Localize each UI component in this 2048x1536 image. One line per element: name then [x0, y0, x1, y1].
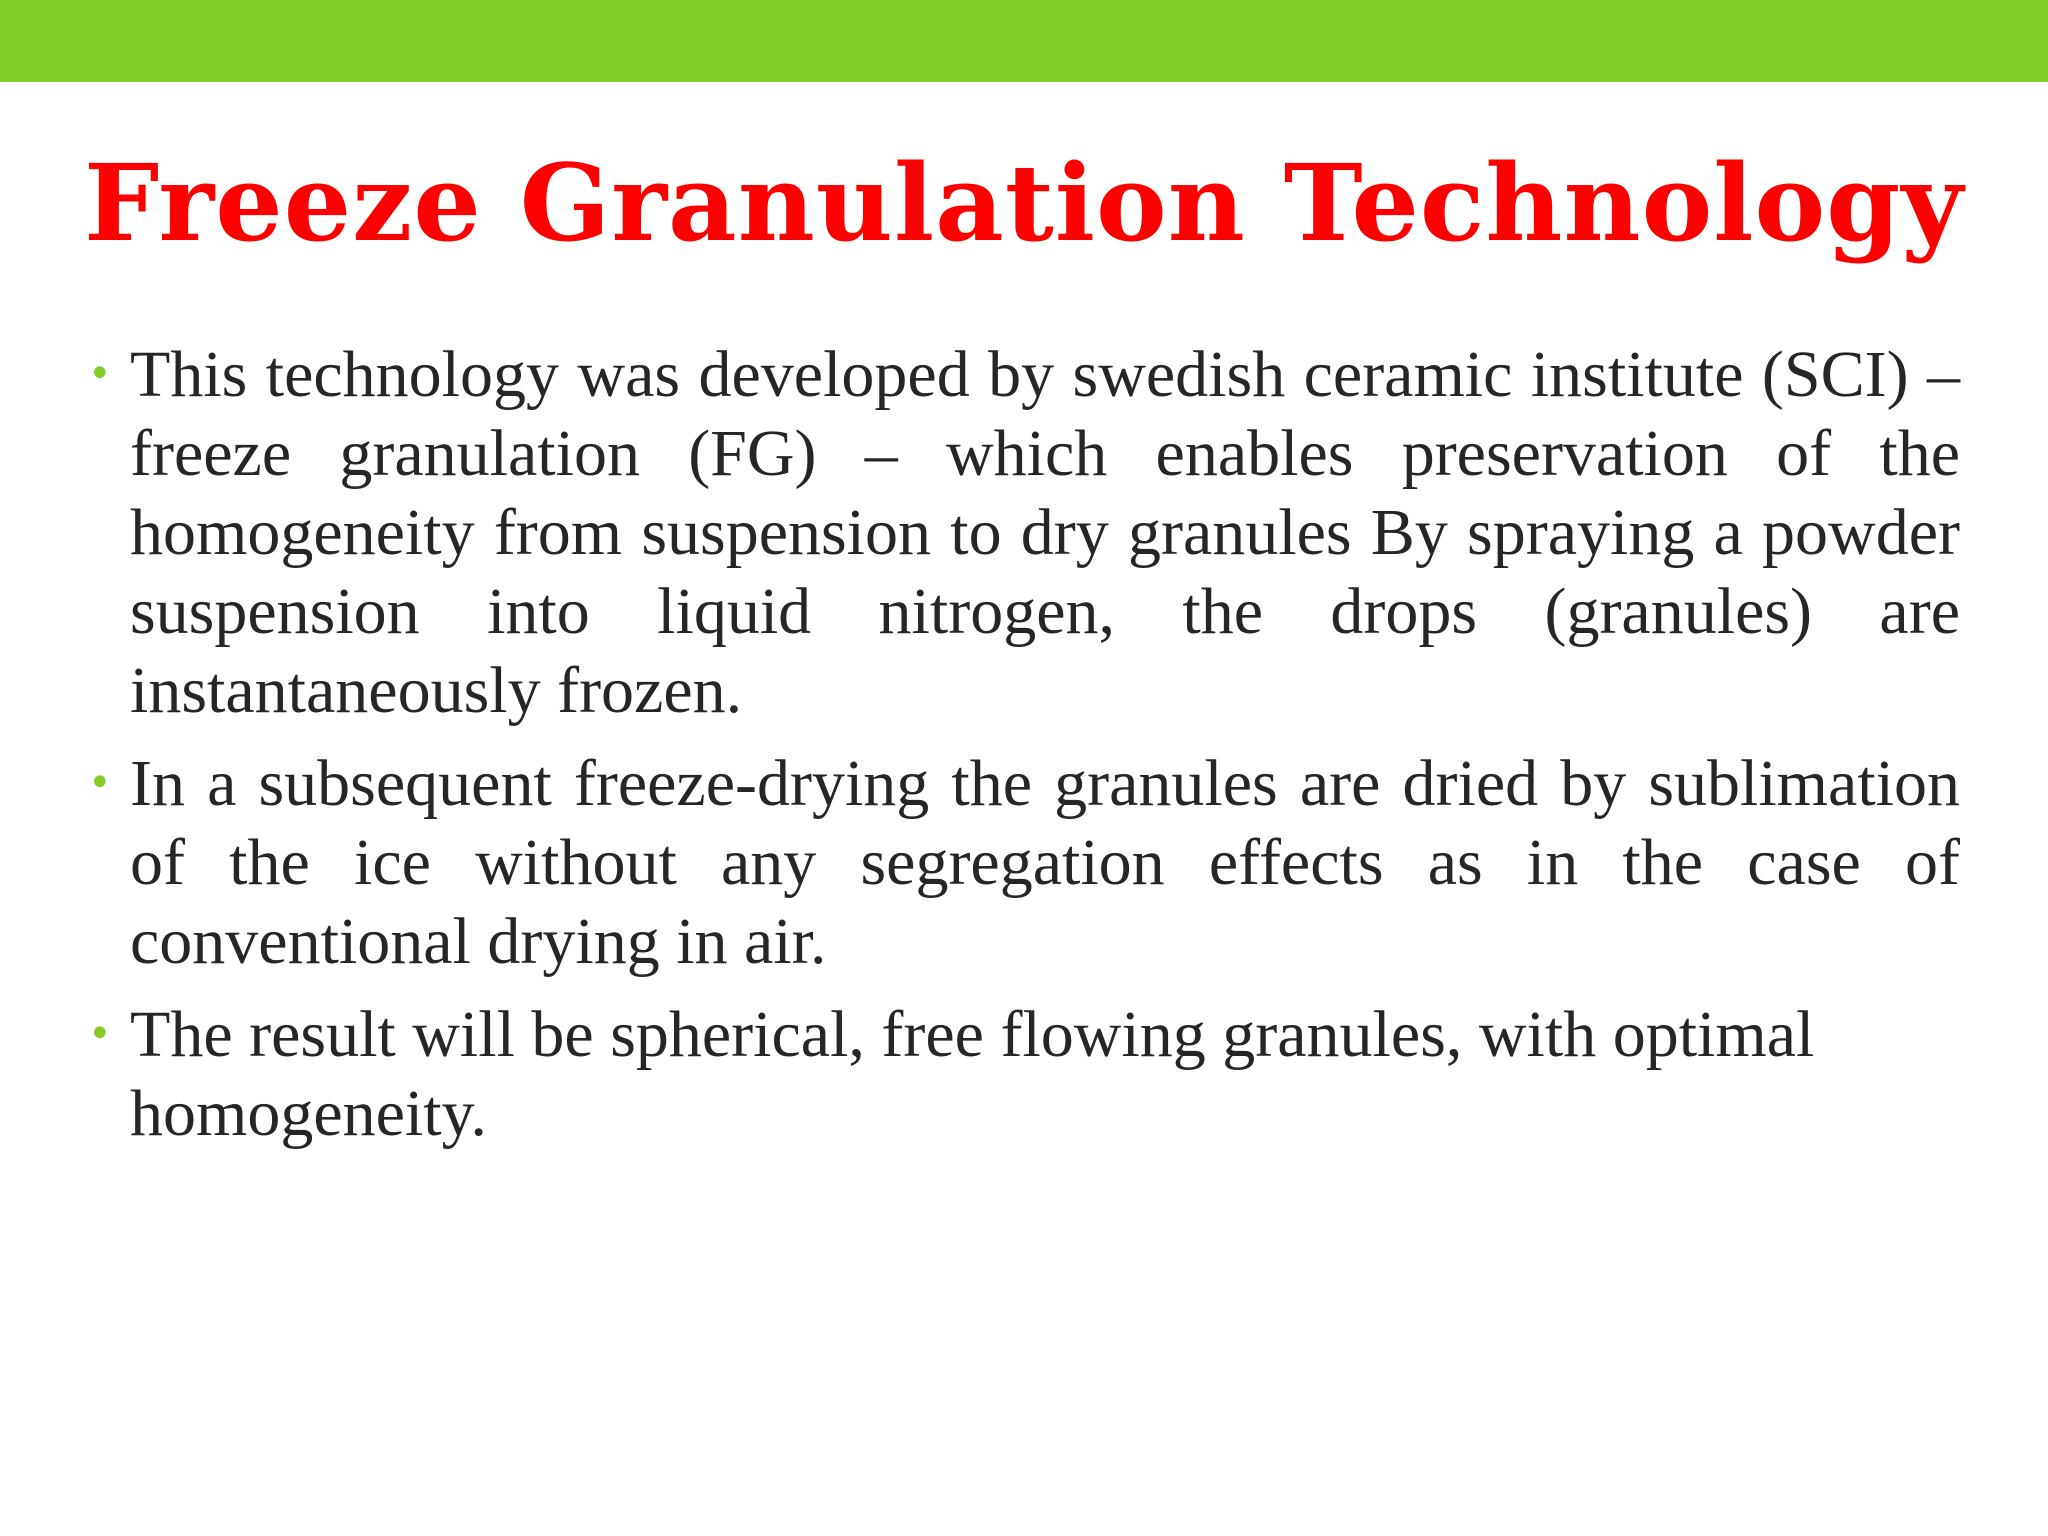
bullet-item-3 — [86, 995, 1960, 1153]
bullet-text-1: This technology was developed by swedish ceramic institute (SCI) – freeze granulation (FG) – which enables preservation of the homogeneity from suspension to dry granules By spraying a powder suspension into liquid nitrogen, the drops (granules) are instantaneously frozen. — [130, 338, 1960, 727]
bullet-text-3: The result will be spherical, free flowing granules, with optimal homogeneity. — [130, 998, 1815, 1150]
slide-title: Freeze Granulation Technology — [84, 140, 1964, 265]
bullet-text-2: In a subsequent freeze-drying the granules are dried by sublimation of the ice without any segregation effects as in the case of conventional drying in air. — [130, 747, 1960, 978]
bullet-dot-icon: • — [88, 760, 112, 806]
top-accent-bar — [0, 0, 2048, 82]
bullet-list — [86, 335, 1960, 1167]
bullet-dot-icon: • — [88, 351, 112, 397]
bullet-dot-icon: • — [88, 1011, 112, 1057]
bullet-item-2 — [86, 744, 1960, 981]
bullet-item-1 — [86, 335, 1960, 730]
